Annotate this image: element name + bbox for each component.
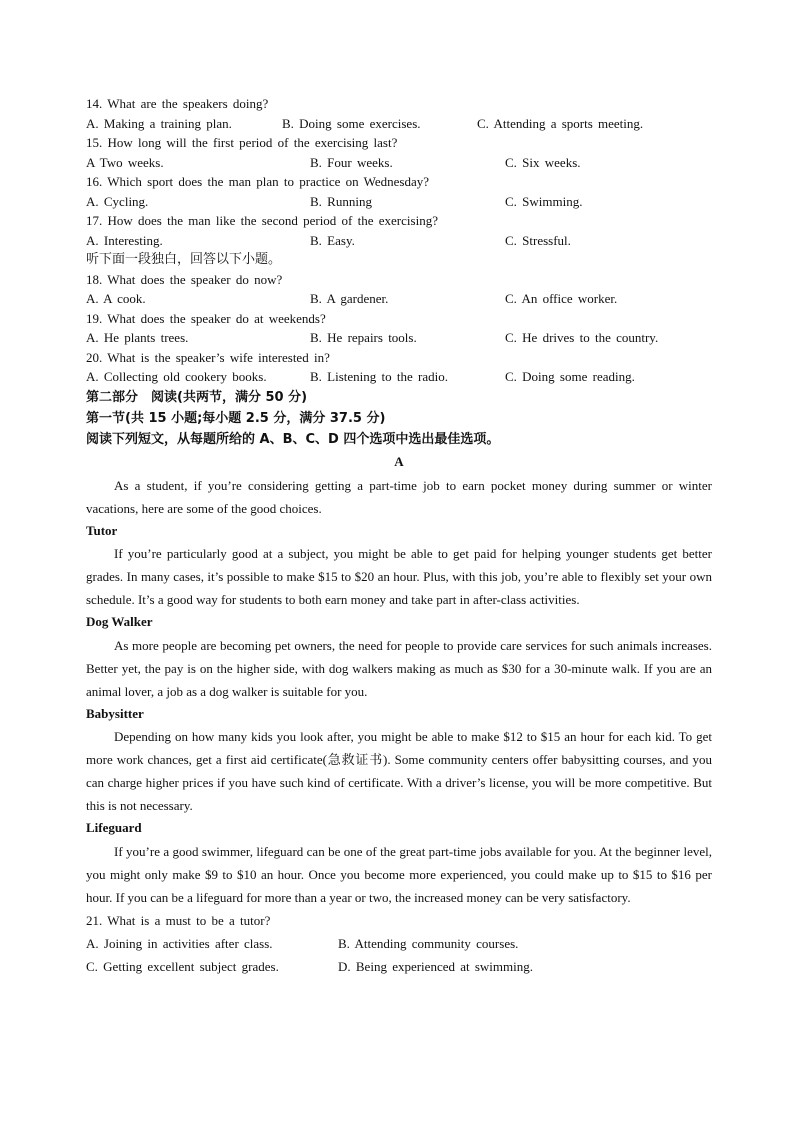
option-a: A. He plants trees. [86, 330, 189, 345]
job-title-tutor: Tutor [86, 522, 118, 538]
option-b: B. Four weeks. [310, 154, 393, 170]
option-c: C. Six weeks. [505, 154, 581, 170]
job-text-tutor: If you’re particularly good at a subject, you might be able to get paid for helping younger students get better grades. In many cases, it’s possible to make $15 to $20 an hour. Plus, with this job, you’re able to flexibly set your own schedule. It’s a good way for students to both earn money and take part in after-class activities. [86, 546, 712, 607]
question-21-options-row2 [86, 955, 712, 978]
option-b: B. Easy. [310, 232, 355, 248]
passage-label: A [394, 453, 404, 469]
job-text-babysitter: Depending on how many kids you look after, you might be able to make $12 to $15 an hour for each kid. To get more work chances, get a first aid certificate(急救证书). Some community centers offer babysitting courses, and you can charge higher prices if you have such kind of certificate. With a driver’s license, you will be more competitive. But this is not necessary. [86, 729, 712, 813]
question-20-options [86, 367, 712, 387]
option-a: A Two weeks. [86, 154, 164, 170]
question-19: 19. What does the speaker do at weekends? [86, 310, 326, 326]
option-c: C. Stressful. [505, 232, 571, 248]
option-b: B. Attending community courses. [338, 935, 519, 951]
question-17: 17. How does the man like the second period of the exercising? [86, 213, 438, 228]
option-a: A. Making a training plan. [86, 115, 232, 131]
job-title-babysitter: Babysitter [86, 705, 144, 721]
option-b: B. A gardener. [310, 291, 389, 306]
question-21: 21. What is a must to be a tutor? [86, 912, 271, 928]
option-a: A. Collecting old cookery books. [86, 369, 267, 384]
option-c: C. Doing some reading. [505, 369, 635, 384]
option-a: A. Interesting. [86, 232, 163, 248]
passage-intro: As a student, if you’re considering getting a part-time job to earn pocket money during summer or winter vacations, here are some of the good choices. [86, 477, 712, 516]
question-18-options [86, 289, 712, 309]
option-b: B. Running [310, 193, 372, 209]
reading-instruction: 阅读下列短文，从每题所给的 A、B、C、D 四个选项中选出最佳选项。 [86, 431, 500, 447]
option-d: D. Being experienced at swimming. [338, 958, 534, 974]
question-19-options [86, 328, 712, 348]
option-a: A. Joining in activities after class. [86, 935, 273, 951]
job-text-dog-walker: As more people are becoming pet owners, the need for people to provide care services for such animals increases. Better yet, the pay is on the higher side, with dog walkers making as much as $30 for a 30-minute walk. If you are an animal lover, a job as a dog walker is suitable for you. [86, 637, 712, 699]
option-a: A. A cook. [86, 291, 146, 306]
question-14-options [86, 114, 712, 134]
option-b: B. Listening to the radio. [310, 369, 448, 384]
question-15-options [86, 153, 712, 173]
option-c: C. Attending a sports meeting. [477, 115, 644, 131]
exam-page [86, 94, 712, 978]
option-c: C. Getting excellent subject grades. [86, 958, 279, 974]
option-c: C. He drives to the country. [505, 330, 659, 345]
question-15: 15. How long will the first period of the exercising last? [86, 135, 398, 150]
question-20: 20. What is the speaker’s wife interested in? [86, 349, 330, 365]
option-c: C. Swimming. [505, 193, 583, 209]
job-title-lifeguard: Lifeguard [86, 820, 142, 835]
option-a: A. Cycling. [86, 193, 149, 209]
part-title: 第二部分 阅读(共两节，满分 50 分) [86, 389, 308, 405]
option-b: B. He repairs tools. [310, 330, 417, 345]
listening-instruction: 听下面一段独白，回答以下小题。 [86, 252, 282, 267]
job-text-lifeguard: If you’re a good swimmer, lifeguard can be one of the great part-time jobs available for you. At the beginner level, you might only make $9 to $10 an hour. Once you become more experienced, you could make up to $15 to $16 per hour. If you can be a lifeguard for more than a year or two, the increased money can be very satisfactory. [86, 843, 712, 905]
question-21-options-row1 [86, 932, 712, 955]
option-c: C. An office worker. [505, 291, 618, 306]
job-title-dog-walker: Dog Walker [86, 614, 153, 629]
option-b: B. Doing some exercises. [282, 115, 421, 131]
question-17-options [86, 231, 712, 251]
question-18: 18. What does the speaker do now? [86, 271, 283, 287]
subsection-title: 第一节(共 15 小题;每小题 2.5 分，满分 37.5 分) [86, 410, 386, 426]
question-14: 14. What are the speakers doing? [86, 96, 269, 111]
question-16: 16. Which sport does the man plan to practice on Wednesday? [86, 174, 430, 189]
question-16-options [86, 192, 712, 212]
